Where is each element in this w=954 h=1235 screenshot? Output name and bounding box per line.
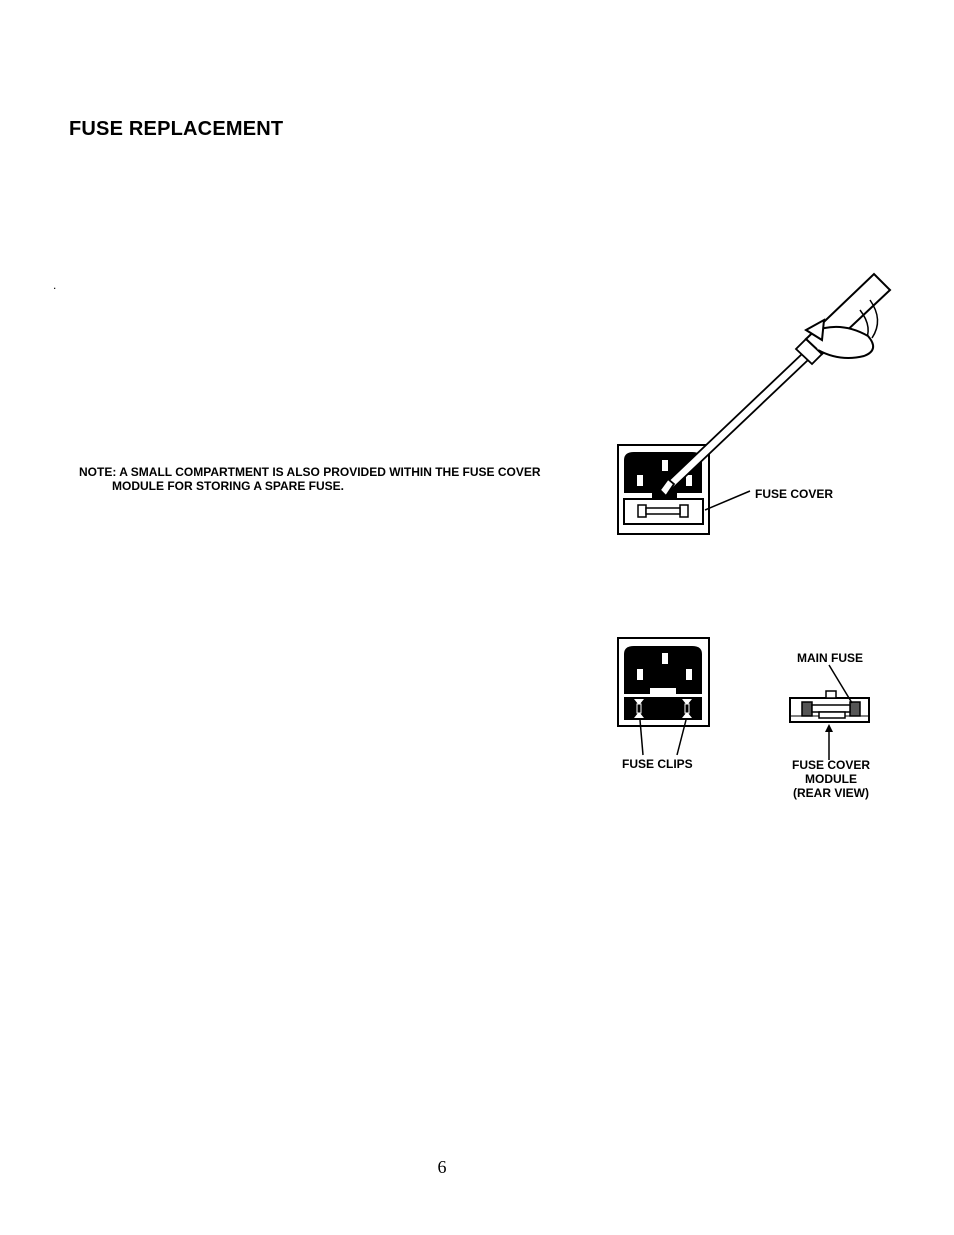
- module-label-line-2: MODULE: [805, 772, 857, 786]
- main-fuse-body: [812, 705, 850, 712]
- socket-pin-left-open: [637, 669, 643, 680]
- socket-pin-top: [662, 460, 668, 471]
- module-tab: [826, 691, 836, 698]
- stray-mark: .: [53, 278, 57, 292]
- fuse-clips-label: FUSE CLIPS: [622, 757, 693, 771]
- fuse-module-rear-figure: [790, 665, 869, 760]
- fuse-cap-left: [638, 505, 646, 517]
- page-title: FUSE REPLACEMENT: [69, 118, 284, 140]
- note-line-2: MODULE FOR STORING A SPARE FUSE.: [112, 479, 345, 493]
- main-fuse-cap-right: [850, 702, 860, 716]
- page-number: 6: [437, 1157, 447, 1177]
- module-label-line-3: (REAR VIEW): [793, 786, 869, 800]
- socket-pin-top-open: [662, 653, 668, 664]
- fuse-body: [646, 508, 680, 514]
- main-fuse-cap-left: [802, 702, 812, 716]
- socket-pin-right-open: [686, 669, 692, 680]
- power-socket-open: [624, 646, 702, 688]
- fuse-cover-figure: [618, 274, 890, 534]
- socket-pin-right: [686, 475, 692, 486]
- spare-fuse-slot: [819, 712, 845, 718]
- divider-right: [676, 688, 702, 694]
- fuse-cover-label: FUSE COVER: [755, 487, 834, 501]
- fuse-cover-module-label: [780, 758, 882, 800]
- module-label-line-1: FUSE COVER: [791, 758, 870, 772]
- divider-left: [624, 688, 650, 694]
- fuse-clips-figure: [618, 638, 709, 755]
- module-leader-arrowhead-icon: [825, 724, 833, 732]
- main-fuse-label: MAIN FUSE: [797, 651, 863, 665]
- screwdriver-icon: [660, 274, 890, 496]
- fuse-cap-right: [680, 505, 688, 517]
- socket-pin-left: [637, 475, 643, 486]
- fuse-cover-leader: [705, 491, 750, 510]
- note-line-1: NOTE: A SMALL COMPARTMENT IS ALSO PROVIDED WITHIN THE FUSE COVER: [79, 465, 541, 479]
